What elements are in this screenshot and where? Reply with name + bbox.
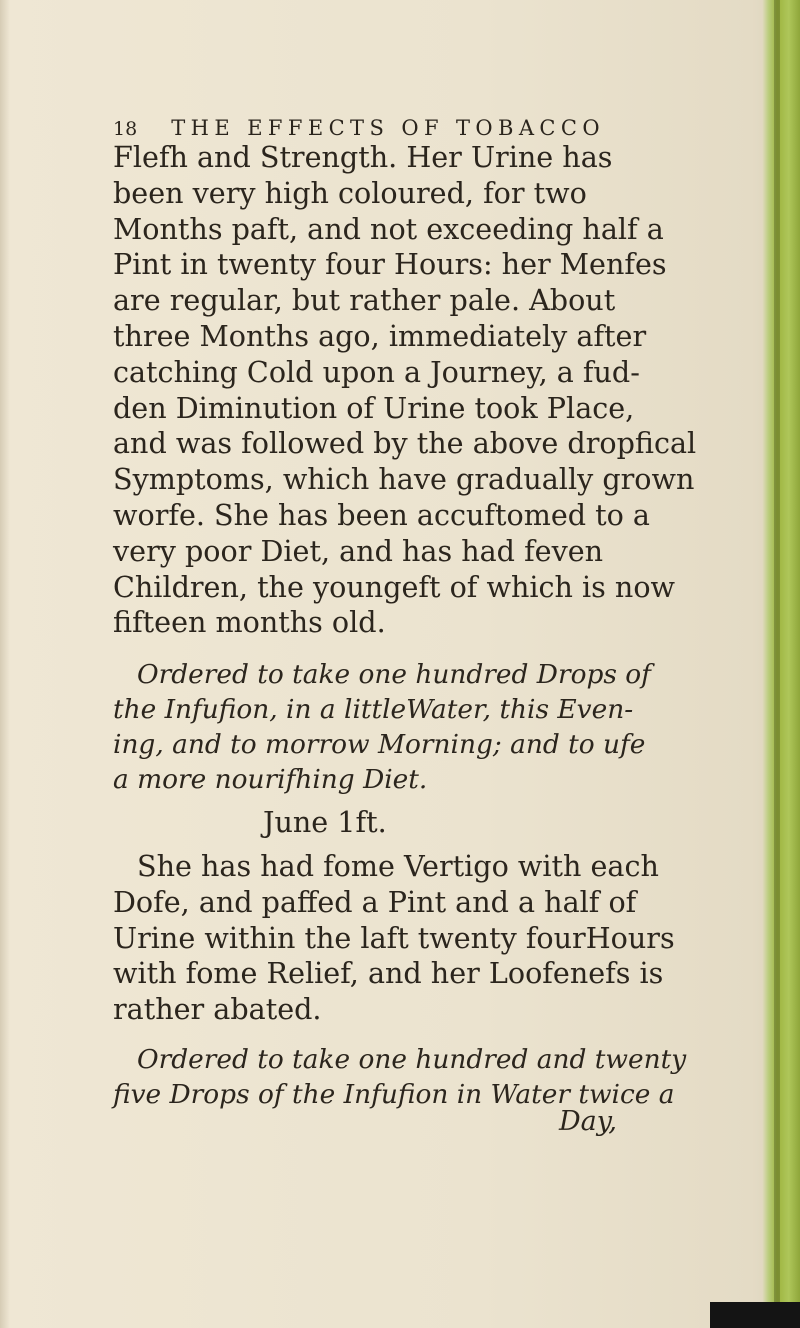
text-line: fifteen months old.	[113, 605, 386, 640]
book-binding	[762, 0, 800, 1328]
paragraph-1	[113, 140, 697, 641]
text-line: with fome Relief, and her Loofenefs is	[113, 956, 664, 991]
catchword: Day,	[559, 1105, 617, 1137]
paragraph-2	[113, 848, 675, 1028]
order-2	[113, 1042, 687, 1139]
text-line: rather abated.	[113, 992, 322, 1027]
text-line: three Months ago, immediately after	[113, 318, 647, 353]
running-header	[113, 116, 653, 140]
text-line: den Diminution of Urine took Place,	[113, 390, 635, 425]
order-line: Ordered to take one hundred Drops of	[137, 659, 651, 691]
scan-corner	[710, 1302, 800, 1328]
page-number: 18	[113, 118, 138, 140]
body-text	[113, 140, 697, 1139]
order-line: Ordered to take one hundred and twenty	[137, 1043, 687, 1075]
order-1	[113, 657, 653, 797]
order-line: the Infufion, in a littleWater, this Even-	[113, 694, 634, 726]
text-line: Pint in twenty four Hours: her Menfes	[113, 247, 667, 282]
text-line: been very high coloured, for two	[113, 175, 587, 210]
running-title: THE EFFECTS OF TOBACCO	[171, 116, 605, 140]
text-line: catching Cold upon a Journey, a fud-	[113, 354, 640, 389]
binding-shadow	[774, 0, 780, 1328]
entry-date: June 1ft.	[263, 805, 387, 840]
order-line: ing, and to morrow Morning; and to ufe	[113, 729, 646, 761]
text-line: worfe. She has been accuftomed to a	[113, 497, 650, 532]
text-line: Months paft, and not exceeding half a	[113, 211, 664, 246]
text-line: She has had fome Vertigo with each	[137, 848, 659, 883]
text-line: very poor Diet, and has had feven	[113, 533, 604, 568]
text-line: Urine within the laft twenty fourHours	[113, 920, 675, 955]
order-line: a more nourifhing Diet.	[113, 764, 428, 796]
text-line: and was followed by the above dropfical	[113, 426, 697, 461]
text-line: Dofe, and paffed a Pint and a half of	[113, 884, 637, 919]
text-line: Children, the youngeft of which is now	[113, 569, 676, 604]
page-left-edge	[0, 0, 10, 1328]
order-line: five Drops of the Infufion in Water twice a	[113, 1078, 675, 1110]
text-line: Flefh and Strength. Her Urine has	[113, 140, 613, 174]
text-line: Symptoms, which have gradually grown	[113, 462, 695, 497]
text-line: are regular, but rather pale. About	[113, 283, 616, 318]
